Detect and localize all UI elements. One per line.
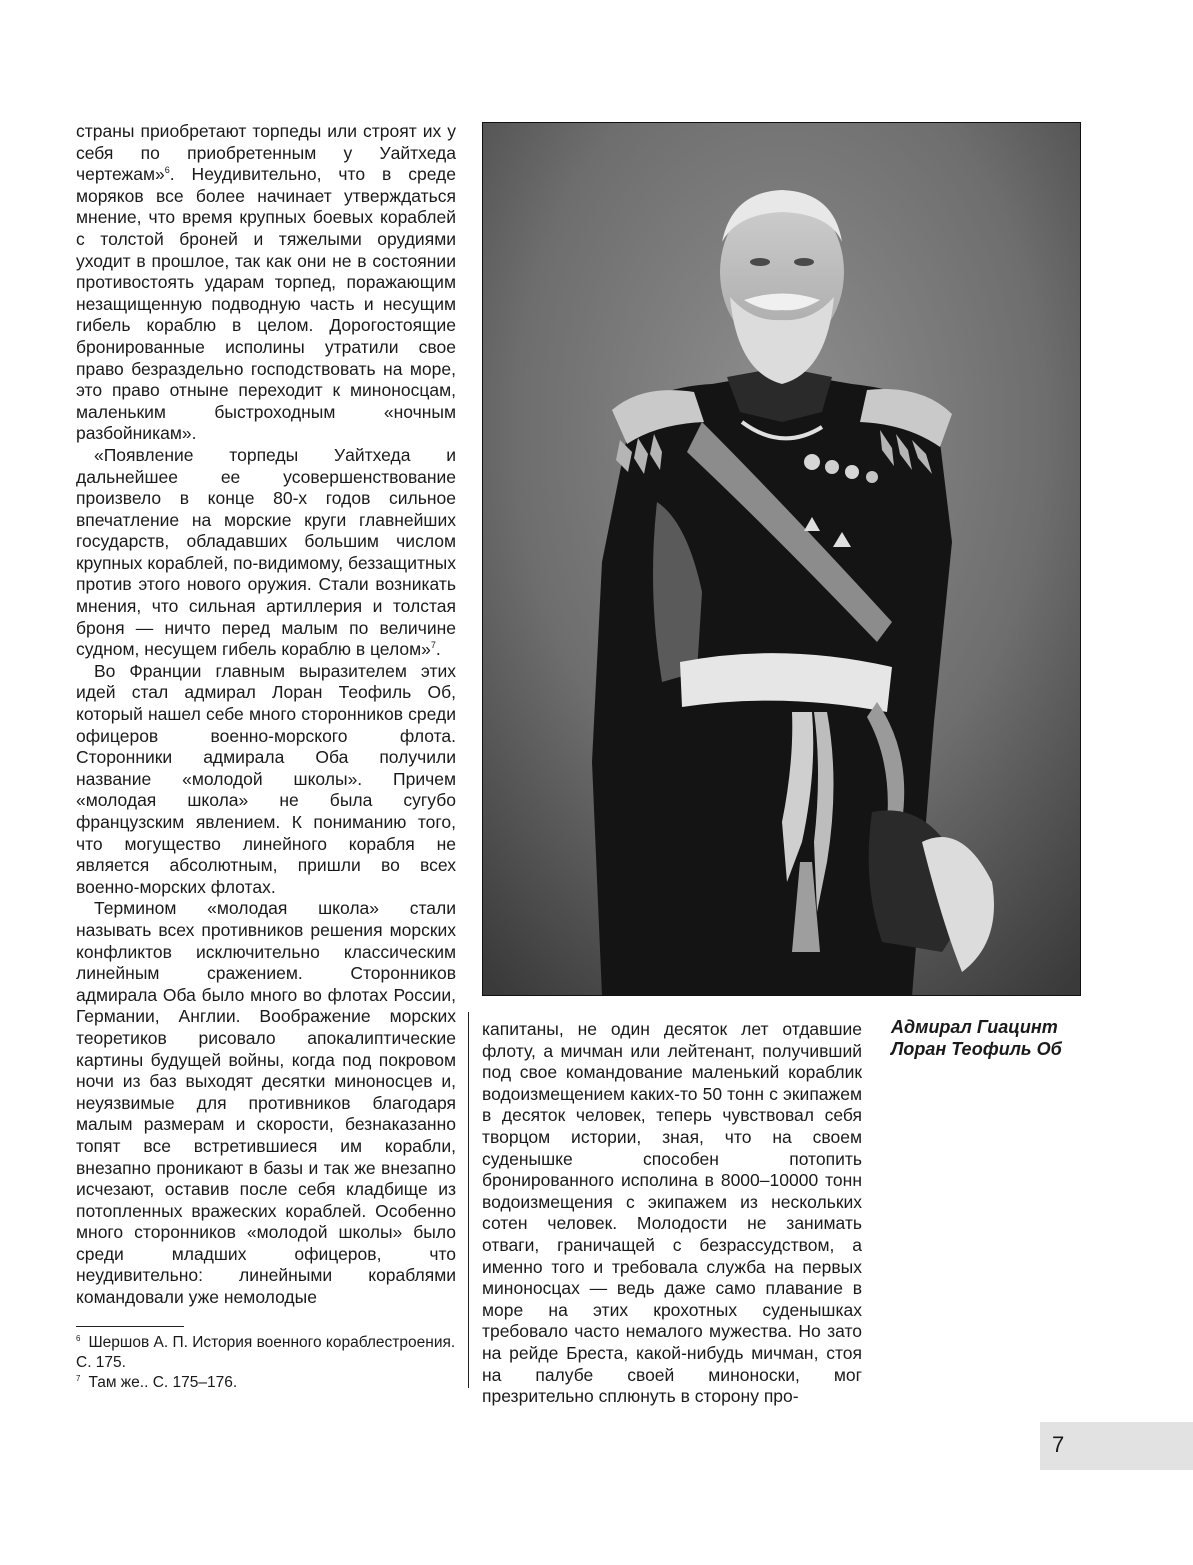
footnote-6: $^6$ Шершов А. П. История военного кораблестроения. С. 175.: [76, 1333, 456, 1371]
footnote-ref-7[interactable]: 7: [430, 640, 436, 651]
paragraph-2: «Появление торпеды Уайтхеда и дальнейшее ее усовершенствование произвело в конце 80-х годов сильное впечатление на морские круги главнейших государств, обладавших большим числом крупных кораблей, по-видимому, беззащитных против этого нового оружия. Стали возникать мнения, что сильная артиллерия и толстая броня — ничто перед малым по величине судном, несущем гибель кораблю в целом»$^7$.: [76, 444, 456, 660]
footnote-divider: [76, 1326, 184, 1327]
caption-line-1: Адмирал Гиацинт: [891, 1017, 1058, 1037]
footnote-7: $^7$ Там же.. С. 175–176.: [76, 1373, 238, 1391]
right-column-text: капитаны, не один десяток лет отдавшие флоту, а мичман или лейтенант, получивший под свое командование маленький кораблик водоизмещением каких-то 50 тонн с экипажем в десяток человек, теперь чувствовал себя творцом истории, зная, что на своем суденышке способен потопить бронированного исполина в 8000–10000 тонн водоизмещения с экипажем из нескольких сотен человек. Молодости не занимать отваги, граничащей с безрассудством, а именно того и требовала служба на первых миноносцах — ведь даже само плавание в море на этих крохотных суденышках требовало часто немалого мужества. Но зато на рейде Бреста, какой-нибудь мичман, стоя на палубе своей миноноски, мог презрительно сплюнуть в сторону про-: [482, 1019, 862, 1407]
left-column: [76, 121, 456, 1309]
admiral-portrait-photo: [482, 122, 1081, 996]
footnotes: [76, 1333, 456, 1393]
footnote-ref-6[interactable]: 6: [164, 165, 170, 176]
paragraph-4: Термином «молодая школа» стали называть всех противников решения морских конфликтов исключительно классическим линейным сражением. Сторонников адмирала Оба было много во флотах России, Германии, Англии. Воображение морских теоретиков рисовало апокалиптические картины будущей войны, когда под покровом ночи из баз выходят десятки миноносцев и, неуязвимые для противников благодаря малым размерам и скорости, безнаказанно топят все встретившиеся им корабли, внезапно проникают в базы и так же внезапно исчезают, оставив после себя кладбище из потопленных вражеских кораблей. Особенно много сторонников «молодой школы» было среди младших офицеров, что неудивительно: линейными кораблями командовали уже немолодые: [76, 898, 456, 1308]
page-number-box: [1040, 1422, 1193, 1470]
caption-line-2: Лоран Теофиль Об: [891, 1039, 1062, 1059]
paragraph-3: Во Франции главным выразителем этих идей стал адмирал Лоран Теофиль Об, который нашел себе много сторонников среди офицеров военно-морского флота. Сторонники адмирала Оба получили название «молодой школы». Причем «молодая школа» не была сугубо французским явлением. К пониманию того, что могущество линейного корабля не является абсолютным, пришли во всех военно-морских флотах.: [76, 660, 456, 897]
photo-caption: [891, 1016, 1111, 1060]
paragraph-1: страны приобретают торпеды или строят их у себя по приобретенным у Уайтхеда чертежам»$^6$. Неудивительно, что в среде моряков все более начинает утверждаться мнение, что время крупных боевых кораблей с толстой броней и тяжелыми орудиями уходит в прошлое, так как они не в состоянии противостоять ударам торпед, поражающим незащищенную подводную часть и несущим гибель кораблю в целом. Дорогостоящие бронированные исполины утратили свое право безраздельно господствовать на море, это право отныне переходит к миноносцам, маленьким быстроходным «ночным разбойникам».: [76, 121, 456, 444]
column-divider: [468, 1012, 469, 1388]
right-column: [482, 1019, 862, 1408]
page-number: 7: [1052, 1432, 1065, 1457]
